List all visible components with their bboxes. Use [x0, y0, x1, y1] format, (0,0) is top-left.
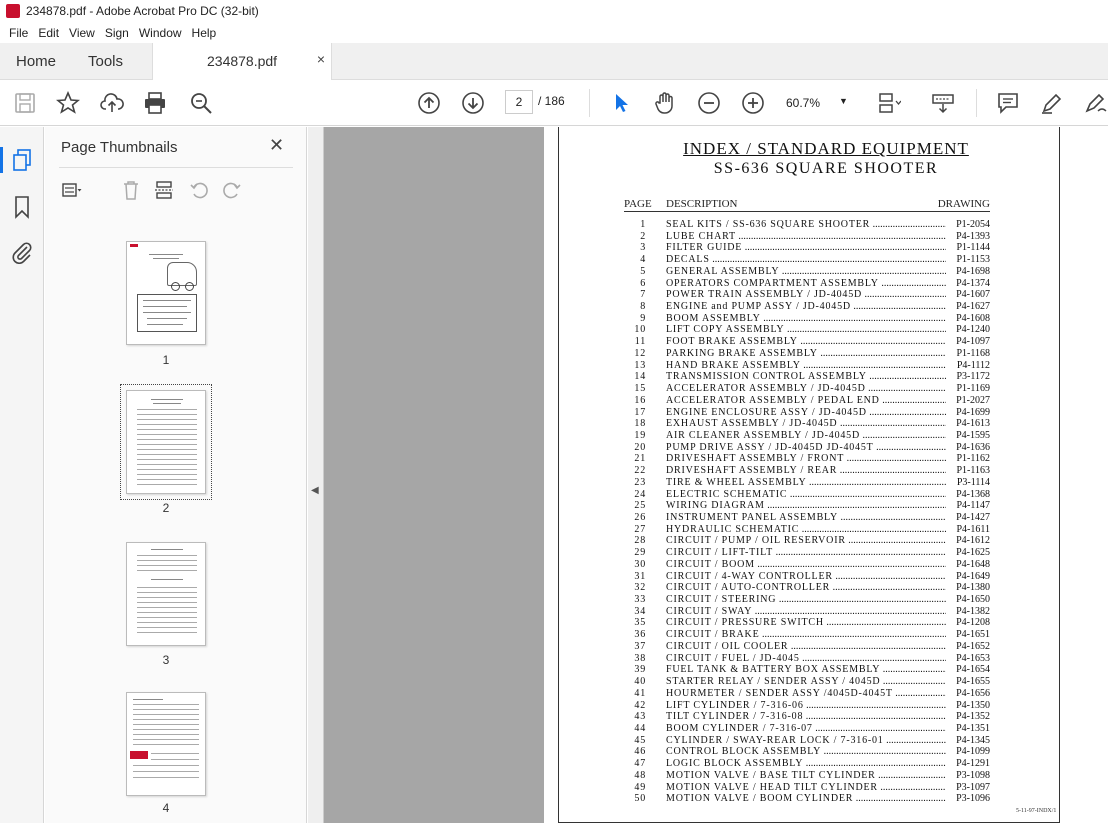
- thumbnail-page-3[interactable]: [126, 542, 206, 646]
- row-page-number: 33: [634, 594, 646, 606]
- table-row: [624, 758, 990, 770]
- row-drawing-number: P3-1098: [956, 769, 990, 781]
- tab-bar: [0, 43, 1108, 80]
- table-row: [624, 488, 990, 501]
- sign-pen-icon[interactable]: [1084, 91, 1108, 115]
- toolbar-divider: [589, 89, 590, 117]
- collapse-panel-handle[interactable]: [308, 127, 324, 823]
- row-page-number: 45: [634, 734, 646, 746]
- row-drawing-number: P4-1652: [956, 640, 990, 652]
- row-drawing-number: P4-1627: [956, 301, 990, 313]
- keyboard-scroll-icon[interactable]: [931, 91, 955, 115]
- hand-tool-icon[interactable]: [653, 91, 677, 115]
- rotate-right-icon[interactable]: [221, 179, 243, 201]
- row-drawing-number: P4-1393: [956, 230, 990, 242]
- row-description: LIFT CYLINDER / 7-316-06 .....: [666, 700, 946, 711]
- row-page-number: 5: [640, 265, 646, 277]
- table-row: [624, 652, 990, 665]
- thumbnail-page-1[interactable]: [126, 241, 206, 345]
- row-description: HYDRAULIC SCHEMATIC .....: [666, 524, 946, 535]
- row-page-number: 7: [640, 289, 646, 301]
- table-row: [624, 418, 990, 430]
- acrobat-app-icon: [6, 4, 20, 18]
- table-row: [624, 394, 990, 407]
- table-row: [624, 453, 990, 465]
- row-description: HAND BRAKE ASSEMBLY .....: [666, 360, 946, 371]
- row-drawing-number: P4-1612: [956, 535, 990, 547]
- row-drawing-number: P1-2027: [956, 394, 990, 406]
- table-row: [624, 582, 990, 594]
- row-page-number: 12: [634, 347, 646, 359]
- row-page-number: 23: [634, 476, 646, 488]
- row-page-number: 4: [640, 254, 646, 266]
- row-drawing-number: P4-1350: [956, 699, 990, 711]
- row-description: MOTION VALVE / BASE TILT CYLINDER .....: [666, 770, 946, 781]
- active-indicator: [0, 147, 3, 173]
- row-page-number: 34: [634, 605, 646, 617]
- row-description: PUMP DRIVE ASSY / JD-4045D JD-4045T .....: [666, 442, 946, 453]
- row-drawing-number: P4-1699: [956, 406, 990, 418]
- window-title: 234878.pdf - Adobe Acrobat Pro DC (32-bit): [26, 4, 259, 18]
- page-thumbnails-panel: [45, 127, 307, 823]
- row-page-number: 6: [640, 277, 646, 289]
- row-drawing-number: P4-1427: [956, 512, 990, 523]
- row-description: DRIVESHAFT ASSEMBLY / FRONT .....: [666, 453, 946, 464]
- row-page-number: 48: [634, 769, 646, 781]
- menu-view[interactable]: View: [69, 25, 95, 40]
- header-description: DESCRIPTION: [666, 198, 738, 210]
- close-icon[interactable]: ✕: [269, 135, 285, 155]
- row-drawing-number: P4-1380: [956, 582, 990, 594]
- table-row: [624, 676, 990, 688]
- row-description: ENGINE ENCLOSURE ASSY / JD-4045D .....: [666, 407, 946, 418]
- menu-file[interactable]: File: [9, 25, 29, 40]
- table-row: [624, 371, 990, 383]
- table-row: [624, 324, 990, 336]
- next-page-icon[interactable]: [461, 91, 485, 115]
- row-drawing-number: P4-1608: [956, 312, 990, 324]
- row-page-number: 13: [634, 359, 646, 371]
- row-drawing-number: P3-1096: [956, 793, 990, 805]
- table-row: [624, 523, 990, 536]
- table-row: [624, 617, 990, 629]
- row-drawing-number: P4-1656: [956, 687, 990, 699]
- row-page-number: 35: [634, 617, 646, 629]
- toolbar: [0, 80, 1108, 126]
- thumbnail-label: 1: [162, 353, 170, 367]
- table-row: [624, 242, 990, 254]
- tab-tools[interactable]: Tools: [88, 53, 124, 70]
- row-drawing-number: P4-1345: [956, 734, 990, 746]
- thumbnail-page-4[interactable]: [126, 692, 206, 796]
- row-page-number: 39: [634, 664, 646, 676]
- row-description: DRIVESHAFT ASSEMBLY / REAR .....: [666, 465, 946, 476]
- row-description: FOOT BRAKE ASSEMBLY .....: [666, 336, 946, 347]
- row-page-number: 28: [634, 535, 646, 547]
- zoom-search-icon[interactable]: [189, 91, 213, 115]
- print-icon[interactable]: [143, 91, 167, 115]
- table-row: [624, 769, 990, 782]
- table-row: [624, 605, 990, 618]
- row-drawing-number: P4-1352: [956, 711, 990, 723]
- row-drawing-number: P1-1163: [956, 465, 990, 477]
- table-row: [624, 336, 990, 348]
- row-description: AIR CLEANER ASSEMBLY / JD-4045D .....: [666, 430, 946, 441]
- zoom-level-input[interactable]: 60.7%: [786, 96, 821, 110]
- row-page-number: 11: [634, 336, 646, 348]
- row-page-number: 47: [634, 758, 646, 770]
- row-description: CIRCUIT / 4-WAY CONTROLLER .....: [666, 571, 946, 582]
- thumbnail-label: 3: [162, 653, 170, 667]
- save-icon[interactable]: [13, 91, 37, 115]
- chevron-down-icon[interactable]: ▼: [839, 96, 848, 106]
- row-page-number: 41: [634, 687, 646, 699]
- table-row: [624, 687, 990, 700]
- row-page-number: 32: [634, 582, 646, 594]
- row-drawing-number: P3-1114: [956, 476, 990, 488]
- table-row: [624, 383, 990, 395]
- row-description: FUEL TANK & BATTERY BOX ASSEMBLY .....: [666, 664, 946, 675]
- column-headers: [624, 198, 990, 212]
- table-row: [624, 535, 990, 547]
- row-description: MOTION VALVE / HEAD TILT CYLINDER .....: [666, 782, 946, 793]
- row-page-number: 24: [634, 488, 646, 500]
- extract-pages-icon[interactable]: [153, 179, 175, 201]
- delete-trash-icon[interactable]: [120, 179, 142, 201]
- table-row: [624, 512, 990, 524]
- table-row: [624, 441, 990, 454]
- bookmark-star-icon[interactable]: [56, 91, 80, 115]
- row-description: EXHAUST ASSEMBLY / JD-4045D .....: [666, 418, 946, 429]
- row-drawing-number: P1-1162: [956, 453, 990, 465]
- row-drawing-number: P4-1653: [956, 652, 990, 664]
- row-description: POWER TRAIN ASSEMBLY / JD-4045D .....: [666, 289, 946, 300]
- rotate-left-icon[interactable]: [188, 179, 210, 201]
- row-drawing-number: P4-1382: [956, 605, 990, 617]
- row-page-number: 26: [634, 512, 646, 523]
- row-drawing-number: P1-1168: [956, 347, 990, 359]
- table-row: [624, 629, 990, 641]
- table-row: [624, 406, 990, 419]
- row-page-number: 1: [640, 219, 646, 230]
- table-row: [624, 781, 990, 794]
- row-page-number: 17: [634, 406, 646, 418]
- table-row: [624, 734, 990, 747]
- row-page-number: 18: [634, 418, 646, 430]
- table-row: [624, 558, 990, 571]
- table-row: [624, 312, 990, 325]
- tab-close-button[interactable]: ×: [316, 51, 325, 67]
- toolbar-divider: [976, 89, 977, 117]
- row-drawing-number: P4-1099: [956, 746, 990, 758]
- row-description: PARKING BRAKE ASSEMBLY .....: [666, 348, 946, 359]
- row-drawing-number: P4-1147: [956, 500, 990, 512]
- row-description: LIFT COPY ASSEMBLY .....: [666, 324, 946, 335]
- row-description: TIRE & WHEEL ASSEMBLY .....: [666, 477, 946, 488]
- row-description: CIRCUIT / BRAKE .....: [666, 629, 946, 640]
- bookmark-icon[interactable]: [10, 195, 34, 219]
- row-drawing-number: P1-1169: [956, 383, 990, 395]
- thumbnail-label: 4: [162, 801, 170, 815]
- comment-icon[interactable]: [996, 91, 1020, 115]
- row-drawing-number: P1-2054: [956, 219, 990, 230]
- row-drawing-number: P3-1172: [956, 371, 990, 383]
- row-drawing-number: P4-1698: [956, 265, 990, 277]
- panel-title: Page Thumbnails: [61, 139, 178, 156]
- title-bar: [0, 0, 1108, 22]
- table-row: [624, 664, 990, 676]
- row-page-number: 43: [634, 711, 646, 723]
- row-description: GENERAL ASSEMBLY .....: [666, 266, 946, 277]
- row-description: CIRCUIT / FUEL / JD-4045 .....: [666, 653, 946, 664]
- row-description: BOOM ASSEMBLY .....: [666, 313, 946, 324]
- row-description: CIRCUIT / PRESSURE SWITCH .....: [666, 617, 946, 628]
- row-description: INSTRUMENT PANEL ASSEMBLY .....: [666, 512, 946, 523]
- row-drawing-number: P4-1374: [956, 277, 990, 289]
- header-drawing: DRAWING: [937, 198, 990, 210]
- table-row: [624, 711, 990, 723]
- row-description: ENGINE and PUMP ASSY / JD-4045D .....: [666, 301, 946, 312]
- table-row: [624, 265, 990, 278]
- table-row: [624, 570, 990, 583]
- row-drawing-number: P4-1649: [956, 570, 990, 582]
- row-page-number: 44: [634, 722, 646, 734]
- row-drawing-number: P4-1651: [956, 629, 990, 641]
- table-row: [624, 289, 990, 301]
- collapse-arrow-icon[interactable]: ◀: [311, 485, 319, 496]
- row-description: HOURMETER / SENDER ASSY /4045D-4045T .....: [666, 688, 946, 699]
- row-page-number: 27: [634, 523, 646, 535]
- row-description: MOTION VALVE / BOOM CYLINDER .....: [666, 793, 946, 804]
- row-drawing-number: P4-1240: [956, 324, 990, 336]
- row-drawing-number: P4-1648: [956, 558, 990, 570]
- table-row: [624, 476, 990, 489]
- row-page-number: 37: [634, 640, 646, 652]
- row-drawing-number: P4-1097: [956, 336, 990, 348]
- row-drawing-number: P4-1368: [956, 488, 990, 500]
- row-description: STARTER RELAY / SENDER ASSY / 4045D .....: [666, 676, 946, 687]
- table-row: [624, 594, 990, 606]
- thumbnail-label: 2: [162, 501, 170, 515]
- row-description: LOGIC BLOCK ASSEMBLY .....: [666, 758, 946, 769]
- row-page-number: 29: [634, 547, 646, 559]
- row-page-number: 49: [634, 781, 646, 793]
- table-row: [624, 500, 990, 512]
- row-description: CYLINDER / SWAY-REAR LOCK / 7-316-01 .....: [666, 735, 946, 746]
- row-page-number: 3: [640, 242, 646, 254]
- index-subtitle: SS-636 SQUARE SHOOTER: [713, 160, 939, 177]
- pdf-page: [544, 127, 1108, 823]
- row-description: CIRCUIT / LIFT-TILT .....: [666, 547, 946, 558]
- previous-page-icon[interactable]: [417, 91, 441, 115]
- tab-home[interactable]: Home: [16, 53, 57, 70]
- fit-page-icon[interactable]: [877, 91, 901, 115]
- row-description: CIRCUIT / STEERING .....: [666, 594, 946, 605]
- row-drawing-number: P1-1153: [956, 254, 990, 266]
- row-page-number: 38: [634, 652, 646, 664]
- page-thumbnails-icon[interactable]: [10, 148, 34, 172]
- left-navigation-rail: [0, 127, 44, 823]
- row-page-number: 40: [634, 676, 646, 688]
- menu-bar: [0, 22, 1108, 43]
- zoom-out-icon[interactable]: [697, 91, 721, 115]
- table-row: [624, 465, 990, 477]
- row-drawing-number: P3-1097: [956, 781, 990, 793]
- row-page-number: 2: [640, 230, 646, 242]
- attachment-paperclip-icon[interactable]: [10, 240, 34, 264]
- row-page-number: 8: [640, 301, 646, 313]
- row-page-number: 30: [634, 558, 646, 570]
- row-page-number: 14: [634, 371, 646, 383]
- table-row: [624, 347, 990, 360]
- row-description: LUBE CHART .....: [666, 231, 946, 242]
- page-total: / 186: [538, 94, 565, 108]
- row-drawing-number: P4-1611: [956, 523, 990, 535]
- row-drawing-number: P4-1607: [956, 289, 990, 301]
- row-description: FILTER GUIDE .....: [666, 242, 946, 253]
- table-row: [624, 793, 990, 805]
- zoom-in-icon[interactable]: [741, 91, 765, 115]
- row-drawing-number: P4-1112: [956, 359, 990, 371]
- row-page-number: 31: [634, 570, 646, 582]
- row-drawing-number: P4-1655: [956, 676, 990, 688]
- row-page-number: 36: [634, 629, 646, 641]
- row-drawing-number: P1-1144: [956, 242, 990, 254]
- options-menu-icon[interactable]: [61, 179, 83, 201]
- table-row: [624, 547, 990, 559]
- row-page-number: 21: [634, 453, 646, 465]
- menu-edit[interactable]: Edit: [38, 25, 60, 40]
- row-page-number: 16: [634, 394, 646, 406]
- select-cursor-icon[interactable]: [609, 91, 633, 115]
- table-row: [624, 219, 990, 231]
- row-page-number: 22: [634, 465, 646, 477]
- highlight-pen-icon[interactable]: [1040, 91, 1064, 115]
- row-description: DECALS .....: [666, 254, 946, 265]
- panel-divider: [59, 167, 293, 168]
- row-drawing-number: P4-1291: [956, 758, 990, 770]
- row-description: ELECTRIC SCHEMATIC .....: [666, 489, 946, 500]
- table-row: [624, 722, 990, 735]
- row-drawing-number: P4-1208: [956, 617, 990, 629]
- row-page-number: 9: [640, 312, 646, 324]
- row-description: CONTROL BLOCK ASSEMBLY .....: [666, 746, 946, 757]
- thumbnail-list: [45, 217, 285, 823]
- row-page-number: 20: [634, 441, 646, 453]
- row-page-number: 42: [634, 699, 646, 711]
- table-row: [624, 254, 990, 266]
- menu-sign[interactable]: Sign: [104, 25, 129, 40]
- row-description: CIRCUIT / AUTO-CONTROLLER .....: [666, 582, 946, 593]
- row-drawing-number: P4-1595: [956, 429, 990, 441]
- row-description: CIRCUIT / SWAY .....: [666, 606, 946, 617]
- table-row: [624, 746, 990, 758]
- share-upload-icon[interactable]: [100, 91, 124, 115]
- row-page-number: 19: [634, 429, 646, 441]
- table-row: [624, 359, 990, 372]
- row-description: CIRCUIT / OIL COOLER .....: [666, 641, 946, 652]
- row-description: CIRCUIT / PUMP / OIL RESERVOIR .....: [666, 535, 946, 546]
- row-drawing-number: P4-1351: [956, 722, 990, 734]
- thumbnail-page-2[interactable]: [126, 390, 206, 494]
- row-page-number: 25: [634, 500, 646, 512]
- table-row: [624, 277, 990, 290]
- row-description: ACCELERATOR ASSEMBLY / JD-4045D .....: [666, 383, 946, 394]
- table-row: [624, 699, 990, 712]
- row-description: OPERATORS COMPARTMENT ASSEMBLY .....: [666, 278, 946, 289]
- row-drawing-number: P4-1650: [956, 594, 990, 606]
- row-description: ACCELERATOR ASSEMBLY / PEDAL END .....: [666, 395, 946, 406]
- tab-document-label: 234878.pdf: [207, 53, 278, 69]
- row-drawing-number: P4-1654: [956, 664, 990, 676]
- row-page-number: 46: [634, 746, 646, 758]
- table-row: [624, 640, 990, 653]
- row-drawing-number: P4-1625: [956, 547, 990, 559]
- table-row: [624, 301, 990, 313]
- row-page-number: 50: [634, 793, 646, 805]
- page-footer-code: 5-11-97-INDX/1: [1016, 808, 1057, 814]
- header-page: PAGE: [624, 198, 652, 210]
- table-row: [624, 429, 990, 442]
- menu-help[interactable]: Help: [191, 25, 217, 40]
- row-description: WIRING DIAGRAM .....: [666, 500, 946, 511]
- index-title: INDEX / STANDARD EQUIPMENT: [683, 139, 969, 158]
- row-drawing-number: P4-1613: [956, 418, 990, 430]
- row-description: TILT CYLINDER / 7-316-08 .....: [666, 711, 946, 722]
- row-drawing-number: P4-1636: [956, 441, 990, 453]
- tab-document[interactable]: [152, 43, 332, 81]
- row-description: CIRCUIT / BOOM .....: [666, 559, 946, 570]
- row-description: SEAL KITS / SS-636 SQUARE SHOOTER .....: [666, 219, 946, 230]
- row-description: BOOM CYLINDER / 7-316-07 .....: [666, 723, 946, 734]
- table-row: [624, 230, 990, 243]
- row-description: TRANSMISSION CONTROL ASSEMBLY .....: [666, 371, 946, 382]
- row-page-number: 15: [634, 383, 646, 395]
- row-page-number: 10: [634, 324, 646, 336]
- page-number-input[interactable]: 2: [505, 90, 533, 114]
- menu-window[interactable]: Window: [138, 25, 182, 40]
